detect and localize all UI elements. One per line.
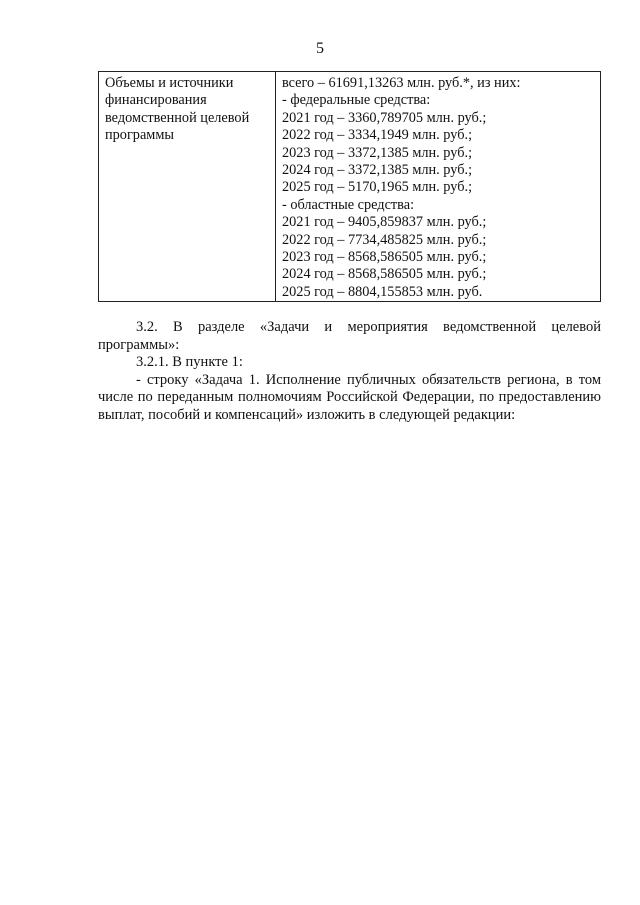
amendment-paragraph: - строку «Задача 1. Исполнение публичных обязательств региона, в том числе по переданным полномочиям Российской Федерации, по предоставлению выплат, пособий и компенсаций» изложить в следующей редакции:: [98, 371, 601, 423]
financing-values-cell: [276, 72, 601, 302]
document-body: [98, 319, 601, 425]
label-line: Объемы и источники: [105, 75, 234, 91]
page-number: 5: [316, 40, 324, 57]
label-line: ведомственной целевой: [105, 109, 250, 126]
subsection-paragraph: 3.2.1. В пункте 1:: [136, 354, 243, 371]
federal-funds-heading: - федеральные средства:: [282, 92, 431, 109]
section-paragraph: 3.2. В разделе «Задачи и мероприятия ведомственной целевой программы»:: [98, 319, 601, 353]
regional-year-line: 2022 год – 7734,485825 млн. руб.;: [282, 231, 487, 248]
label-line: программы: [105, 127, 175, 144]
financing-total-line: всего – 61691,13263 млн. руб.*, из них:: [282, 75, 521, 91]
federal-year-line: 2021 год – 3360,789705 млн. руб.;: [282, 109, 487, 126]
label-line: финансирования: [105, 92, 207, 109]
regional-funds-heading: - областные средства:: [282, 196, 415, 213]
financing-label-cell: [99, 72, 276, 302]
regional-year-line: 2021 год – 9405,859837 млн. руб.;: [282, 214, 487, 231]
financing-table: [98, 71, 601, 302]
table-row: [99, 72, 601, 302]
federal-year-line: 2024 год – 3372,1385 млн. руб.;: [282, 162, 473, 179]
regional-year-line: 2025 год – 8804,155853 млн. руб.: [282, 283, 483, 300]
regional-year-line: 2024 год – 8568,586505 млн. руб.;: [282, 266, 487, 283]
regional-year-line: 2023 год – 8568,586505 млн. руб.;: [282, 249, 487, 266]
federal-year-line: 2025 год – 5170,1965 млн. руб.;: [282, 179, 473, 196]
federal-year-line: 2023 год – 3372,1385 млн. руб.;: [282, 144, 473, 161]
federal-year-line: 2022 год – 3334,1949 млн. руб.;: [282, 127, 473, 144]
